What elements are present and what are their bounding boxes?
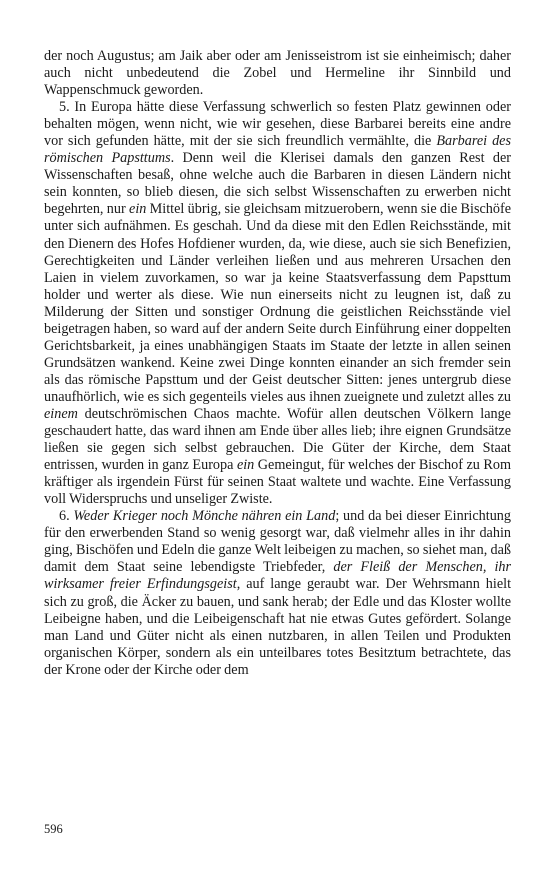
paragraph — [44, 508, 511, 678]
paragraph — [44, 48, 511, 99]
italic-text: einem — [44, 405, 78, 422]
text-run: ; und da bei dieser Einrichtung für den erwerbenden Stand so wenig gesorgt war, daß vielmehr alles in ihr dahin ging, Bischöfen und Edeln die ganze Welt leibeigen zu machen, so siehet man, daß damit dem Staat seine lebendigste Triebfeder, — [44, 508, 511, 576]
italic-text: Weder Krieger noch Mönche nähren ein Land — [73, 508, 336, 525]
text-run: deutschrömischen Chaos machte. Wofür allen deutschen Völkern lange geschaudert hatte, das ward ihnen am Ende über alles lieb; ihre eignen Grundsätze ließen sie gegen sich selbst gebrauchen. Die Güter der Kirche, dem Staat entrissen, wurden in ganz Europa — [44, 405, 511, 474]
italic-text: Barbarei des römischen Papsttums — [44, 133, 511, 167]
paragraph — [44, 99, 511, 508]
italic-text: ein — [129, 201, 147, 218]
italic-text: ein — [236, 457, 255, 474]
page-number: 596 — [44, 822, 63, 836]
italic-text: der Fleiß der Menschen, ihr wirksamer freier Erfindungsgeist — [44, 559, 512, 593]
text-run: der noch Augustus; am Jaik aber oder am Jenisseistrom ist sie einheimisch; daher auch nicht unbedeutend die Zobel und Hermeline ihr Sinnbild und Wappenschmuck geworden. — [44, 48, 511, 99]
text-run: , auf lange geraubt war. Der Wehrsmann hielt sich zu groß, die Äcker zu bauen, und sank herab; der Edle und das Kloster wollte Leibeigne haben, und die Leibeigenschaft hat nie etwas Gutes gefördert. Solange man Land und Güter nicht als einen nutzbaren, in allen Teilen und Produkten organischen Körper, sondern als ein unteilbares totes Besitztum betrachtete, das der Krone oder der Kirche oder dem — [44, 576, 512, 678]
text-run: 5. In Europa hätte diese Verfassung schwerlich so festen Platz gewinnen oder behalten mögen, wenn nicht, wie wir gesehen, diese Barbarei bereits eine andre vor sich gefunden hätte, mit der sie sich freundlich vermählte, die — [44, 99, 511, 150]
text-run: Mittel übrig, sie gleichsam mitzuerobern, wenn sie die Bischöfe unter sich aufnähmen. Es geschah. Und da diese mit den Edlen Reichsstände, mit den Dienern des Hofes Hofdiener wurden, da, wie diese, auch sie sich Benefizien, Gerechtigkeiten und Länder verleihen ließen und aus mehreren Ursachen den Laien in vielem zuvorkamen, so war ja keine Staatsverfassung dem Papsttum holder und werter als diese. Wie nun einerseits nicht zu leugnen ist, daß zu Milderung der Sitten und sonstiger Ordnung die geistlichen Reichsstände viel beigetragen haben, so ward auf der andern Seite durch Einführung einer doppelten Gerichtsbarkeit, ja eines unabhängigen Staats im Staate der letzte in allen seinen Grundsätzen wankend. Keine zwei Dinge konnten einander an sich fremder sein als das römische Papsttum und der Geist deutscher Sitten: jenes untergrub diese unaufhörlich, wie es sich gegenteils vieles aus ihnen zueignete und zuletzt alles zu — [44, 201, 511, 405]
text-run: 6. — [59, 508, 74, 525]
text-run: . Denn weil die Klerisei damals den ganzen Rest der Wissenschaften besaß, ohne welche auch die Barbaren in diesen Ländern nicht sein konnten, so blieb diesen, die sich selbst Wissenschaften zu erwerben nicht begehrten, nur — [44, 150, 511, 218]
body-text — [44, 48, 511, 679]
text-run: Gemeingut, für welches der Bischof zu Rom kräftiger als irgendein Fürst für seinen Staat waltete und wachte. Eine Verfassung voll Widerspruchs und unseliger Zwiste. — [44, 457, 511, 508]
